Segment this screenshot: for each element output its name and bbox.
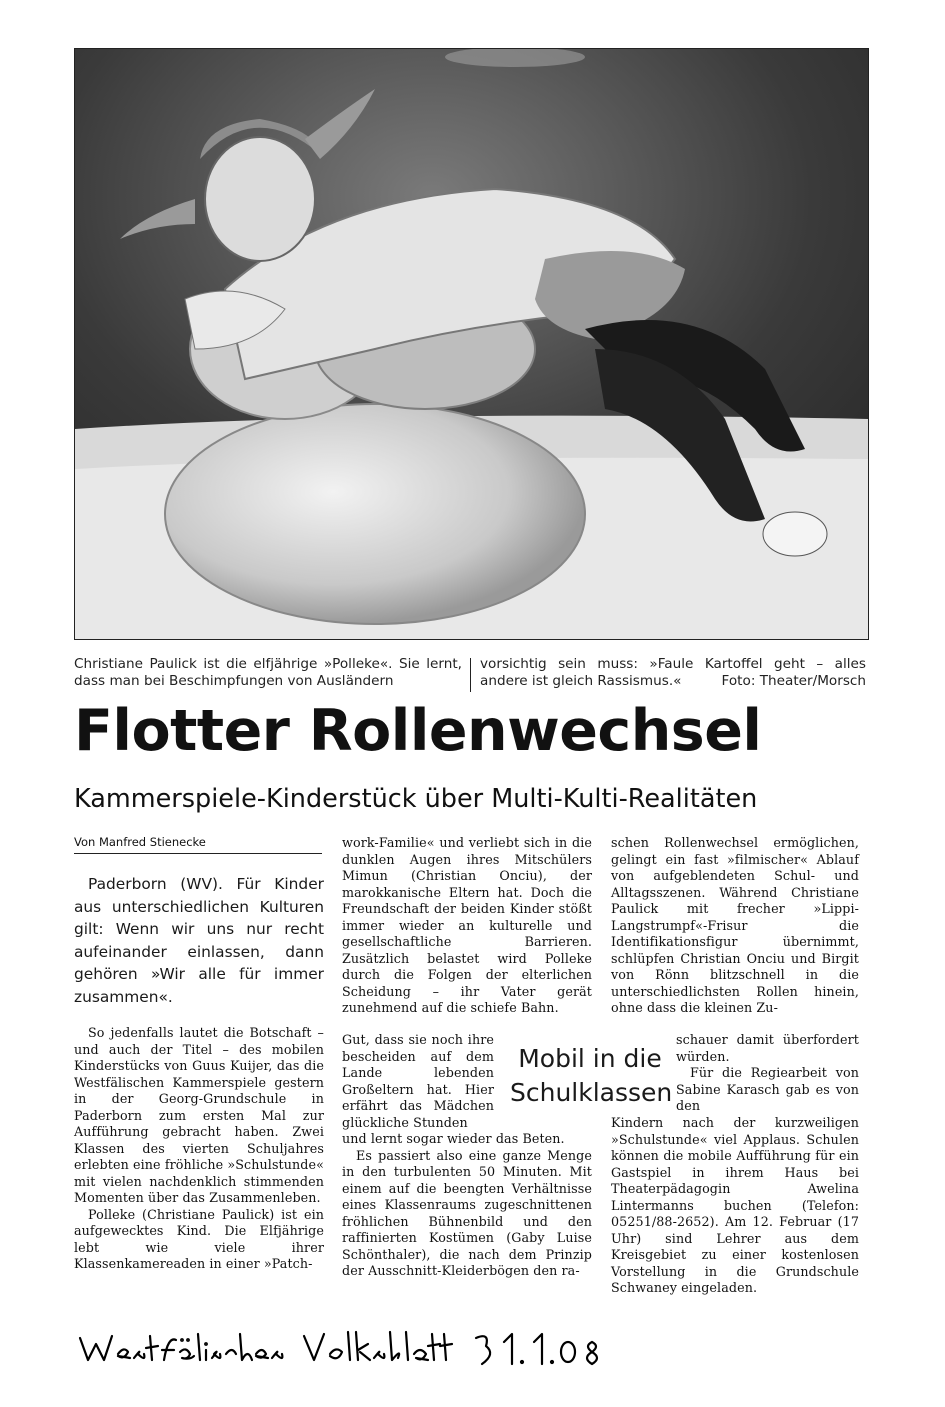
body-paragraph: work-Familie« und verliebt sich in die dunklen Augen ihres Mitschülers Mimun (Christian Onciu), der marokkanische Eltern hat. Doch die Freundschaft der beiden Kinder stößt immer wieder an kulturelle und gesellschaftliche Barrieren. Zusätzlich belastet wird Polleke durch die Folgen der elterlichen Scheidung – ihr Vater gerät zunehmend auf die schiefe Bahn. — [342, 835, 592, 1015]
headline: Flotter Rollenwechsel — [74, 698, 762, 764]
article-column-1 — [74, 1025, 324, 1273]
photo-theater-scene-icon — [75, 49, 868, 639]
article-column-3-middle — [676, 1032, 859, 1115]
sidebar-heading — [510, 1042, 673, 1110]
body-paragraph: Für die Regiearbeit von Sabine Karasch gab es von den — [676, 1065, 859, 1113]
body-paragraph: So jedenfalls lautet die Botschaft – und auch der Titel – des mobilen Kinderstücks von Guus Kuijer, das die Westfälischen Kammerspiele gestern in der Georg-Grundschule in Paderborn zum ersten Mal zur Aufführung gebracht haben. Zwei Klassen des vierten Schuljahres erlebten eine fröhliche »Schulstunde« mit vielen nachdenklich stimmenden Momenten über das Zusammenleben. — [74, 1025, 324, 1205]
photo-caption-right-text: vorsichtig sein muss: »Faule Kartoffel geht – alles andere ist gleich Rassismus.« — [480, 656, 866, 689]
lead-paragraph: Paderborn (WV). Für Kinder aus unterschiedlichen Kulturen gilt: Wenn wir uns nur recht aufeinander einlassen, dann gehören »Wir alle für immer zusammen«. — [74, 875, 324, 1006]
article-column-2-top — [342, 835, 592, 1017]
article-column-2-middle — [342, 1032, 494, 1131]
caption-divider — [470, 658, 471, 692]
article-photo — [74, 48, 869, 640]
article-column-2-bottom — [342, 1131, 592, 1280]
body-paragraph: Gut, dass sie noch ihre bescheiden auf dem Lande lebenden Großeltern hat. Hier erfährt das Mädchen glückliche Stunden — [342, 1032, 494, 1130]
subheadline: Kammerspiele-Kinderstück über Multi-Kulti-Realitäten — [74, 784, 758, 814]
photo-caption-left: Christiane Paulick ist die elfjährige »Polleke«. Sie lernt, dass man bei Beschimpfungen von Ausländern — [74, 656, 462, 689]
body-paragraph: Es passiert also eine ganze Menge in den turbulenten 50 Minuten. Mit einem auf die beengten Verhältnisse eines Klassenraums zugeschnittenen fröhlichen Bühnenbild und den raffinierten Kostümen (Gaby Luise Schönthaler), die nach dem Prinzip der Ausschnitt-Kleiderbögen den ra- — [342, 1147, 592, 1278]
body-paragraph: und lernt sogar wieder das Beten. — [342, 1131, 565, 1146]
photo-credit: Foto: Theater/Morsch — [721, 673, 866, 689]
body-paragraph: schauer damit überfordert würden. — [676, 1032, 859, 1064]
photo-caption-right — [480, 656, 866, 690]
byline: Von Manfred Stienecke — [74, 835, 322, 854]
article-column-3-bottom — [611, 1115, 859, 1297]
article-column-3-top — [611, 835, 859, 1017]
sidebar-heading-line2: Schulklassen — [510, 1078, 673, 1107]
body-paragraph: Polleke (Christiane Paulick) ist ein aufgewecktes Kind. Die Elfjährige lebt wie viele ihrer Klassenkamereaden in einer »Patch- — [74, 1206, 324, 1271]
body-paragraph: Kindern nach der kurzweiligen »Schulstunde« viel Applaus. Schulen können die mobile Aufführung für ein Gastspiel in ihrem Haus bei Theaterpädagogin Awelina Lintermanns buchen (Telefon: 05251/88-2652). Am 12. Februar (17 Uhr) sind Lehrer aus dem Kreisgebiet zu einer kostenlosen Vorstellung in die Grundschule Schwaney eingeladen. — [611, 1115, 859, 1295]
sidebar-heading-line1: Mobil in die — [518, 1044, 662, 1073]
body-paragraph: schen Rollenwechsel ermöglichen, gelingt ein fast »filmischer« Ablauf von aufgeblendeten Schul- und Alltagsszenen. Während Christiane Paulick mit frecher »Lippi-Langstrumpf«-Frisur die Identifikationsfigur übernimmt, schlüpfen Christian Onciu und Birgit von Rönn blitzschnell in die unterschiedlichsten Rollen hinein, ohne dass die kleinen Zu- — [611, 835, 859, 1015]
